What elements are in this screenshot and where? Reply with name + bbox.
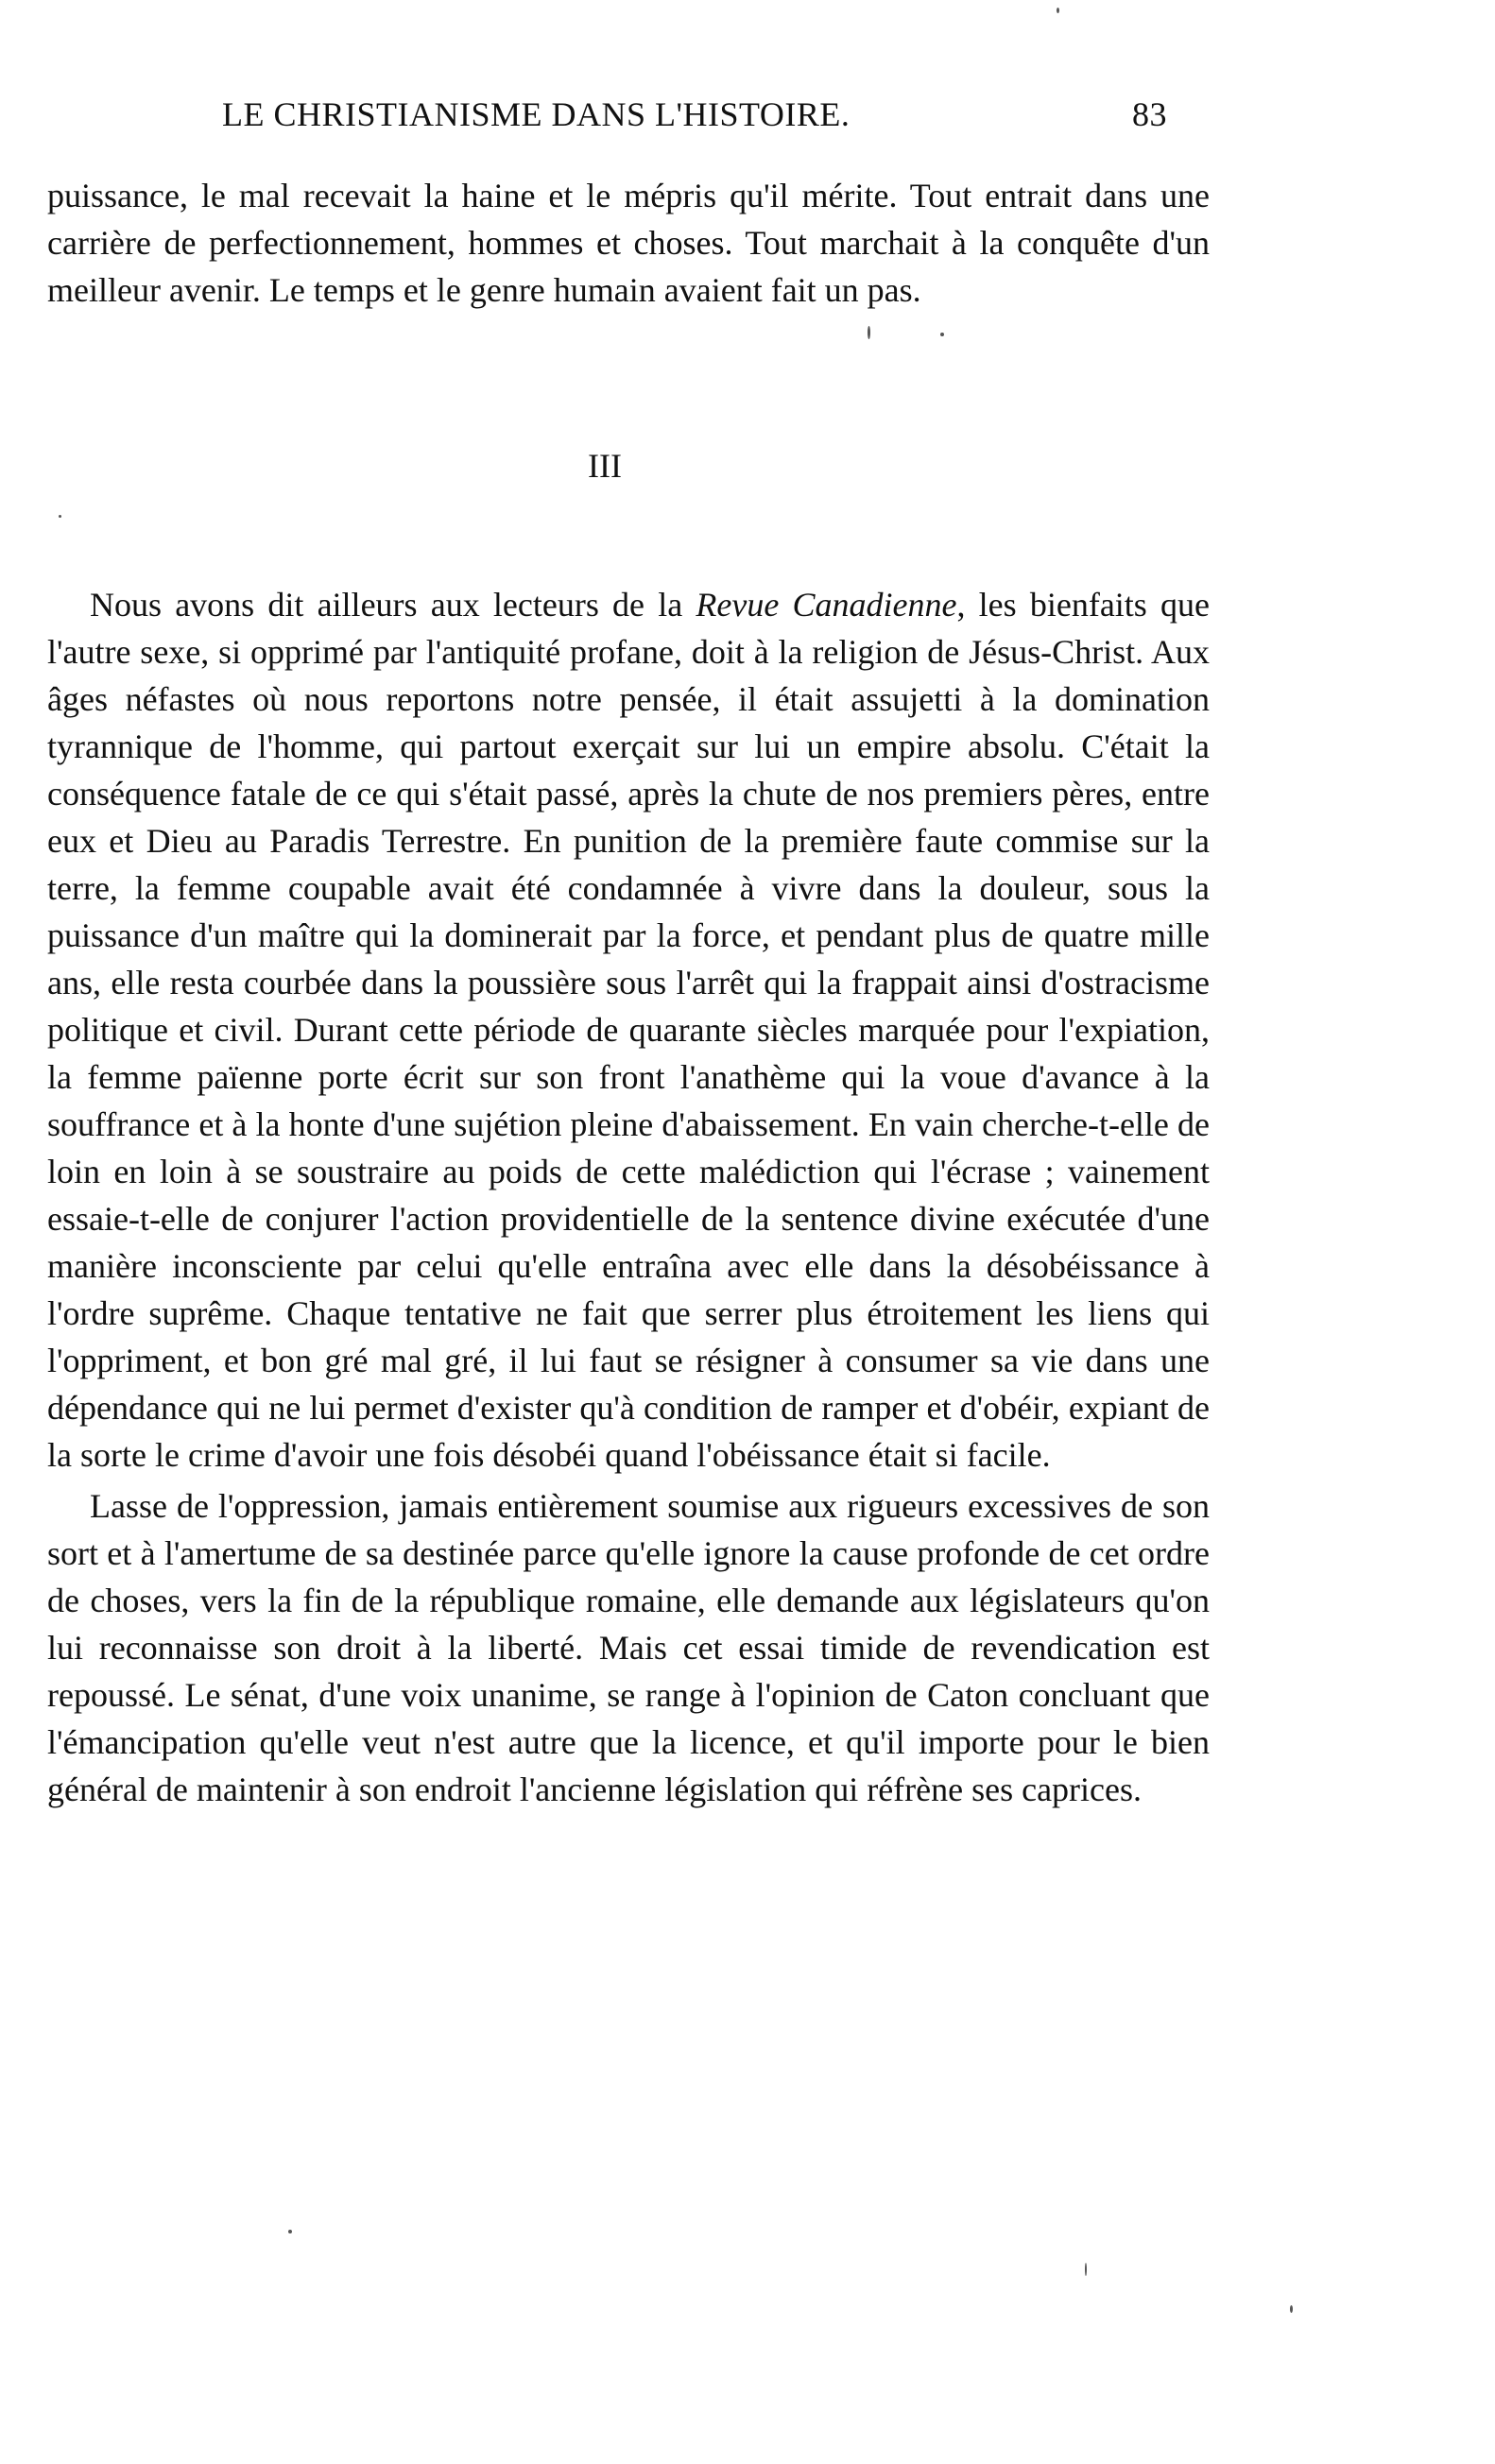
page-number: 83 <box>1132 95 1167 133</box>
section-body <box>47 581 1210 1813</box>
running-title: LE CHRISTIANISME DANS L'HISTOIRE. <box>222 95 851 133</box>
journal-title: Revue Canadienne <box>696 586 957 624</box>
continued-paragraph: puissance, le mal recevait la haine et le mépris qu'il mérite. Tout entrait dans une carrière de perfectionnement, hommes et choses. Tout marchait à la conquête d'un meilleur avenir. Le temps et le genre humain avaient fait un pas. <box>47 177 1210 309</box>
print-speck <box>1290 2305 1293 2313</box>
print-speck <box>288 2230 292 2233</box>
print-speck <box>1057 8 1059 13</box>
paragraph-2: Lasse de l'oppression, jamais entièrement soumise aux rigueurs excessives de son sort et à l'amertume de sa destinée parce qu'elle ignore la cause profonde de cet ordre de choses, vers la fin de la république romaine, elle demande aux législateurs qu'on lui reconnaisse son droit à la liberté. Mais cet essai timide de revendication est repoussé. Le sénat, d'une voix unanime, se range à l'opinion de Caton concluant que l'émancipation qu'elle veut n'est autre que la licence, et qu'il importe pour le bien général de maintenir à son endroit l'ancienne législation qui réfrène ses caprices. <box>47 1487 1210 1808</box>
print-speck <box>59 515 61 518</box>
paragraph-1-rest: , les bienfaits que l'autre sexe, si opprimé par l'antiquité profane, doit à la religion de Jésus-Christ. Aux âges néfastes où nous reportons notre pensée, il était assujetti à la domination tyrannique de l'homme, qui partout exerçait sur lui un empire absolu. C'était la conséquence fatale de ce qui s'était passé, après la chute de nos premiers pères, entre eux et Dieu au Paradis Terrestre. En punition de la première faute commise sur la terre, la femme coupable avait été condamnée à vivre dans la douleur, sous la puissance d'un maître qui la dominerait par la force, et pendant plus de quatre mille ans, elle resta courbée dans la poussière sous l'arrêt qui la frappait ainsi d'ostracisme politique et civil. Durant cette période de quarante siècles marquée pour l'expiation, la femme païenne porte écrit sur son front l'anathème qui la voue d'avance à la souffrance et à la honte d'une sujétion pleine d'abaissement. En vain cherche-t-elle de loin en loin à se soustraire au poids de cette malédiction qui l'écrase ; vainement essaie-t-elle de conjurer l'action providentielle de la sentence divine exécutée d'une manière inconsciente par celui qu'elle entraîna avec elle dans la désobéissance à l'ordre suprême. Chaque tentative ne fait que serrer plus étroitement les liens qui l'oppriment, et bon gré mal gré, il lui faut se résigner à consumer sa vie dans une dépendance qui ne lui permet d'exister qu'à condition de ramper et d'obéir, expiant de la sorte le crime d'avoir une fois désobéi quand l'obéissance était si facile. <box>47 586 1210 1474</box>
paragraph-1 <box>47 581 1210 1479</box>
print-speck <box>1085 2263 1087 2276</box>
running-head <box>222 94 1167 151</box>
section-number: III <box>588 447 622 485</box>
continued-paragraph-block <box>47 172 1210 314</box>
print-speck <box>940 333 944 336</box>
print-speck <box>868 326 870 339</box>
paragraph-1-opening: Nous avons dit ailleurs aux lecteurs de la <box>90 586 696 624</box>
